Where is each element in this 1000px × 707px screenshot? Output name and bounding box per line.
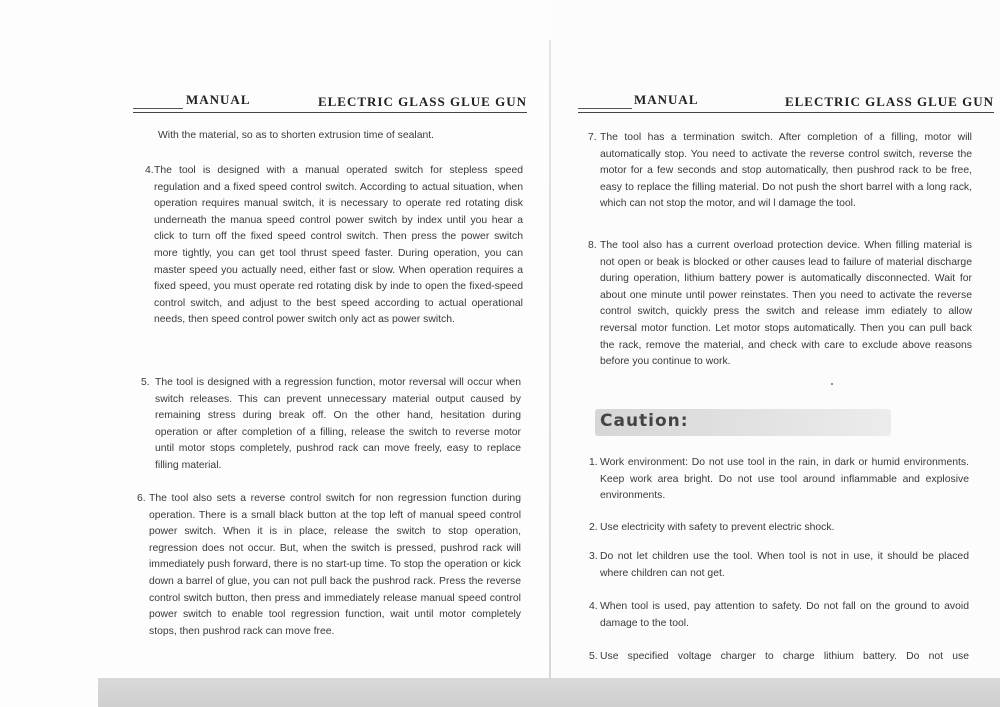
- item-number: 6.: [137, 493, 146, 504]
- item-text: The tool also sets a reverse control switch for non regression function during operation. There is a small black button at the top left of manual speed control power switch. When it is in place, release the switch to stop operation, regression does not occur. But, when the switch is pressed, pushrod rack will immediately push forward, there is no start-up time. To stop the operation or kick down a barrel of glue, you can not pull back the pushrod rack. Press the reverse control switch button, then press and immediately release manual speed control power switch to enable tool regression function, wait until motor completely stops, then pushrod rack can move free.: [149, 493, 521, 637]
- caution-item-5: [589, 649, 969, 666]
- item-text: Do not let children use the tool. When tool is not in use, it should be placed where children can not get.: [600, 551, 969, 579]
- header-rule-stub: [578, 108, 632, 109]
- caution-heading: Caution:: [600, 411, 689, 431]
- continuation-text: With the material, so as to shorten extrusion time of sealant.: [158, 130, 435, 141]
- caution-item-1: [589, 455, 969, 505]
- header-rule-stub: [133, 108, 183, 109]
- print-speck: [831, 383, 833, 385]
- header-manual-label: MANUAL: [634, 92, 699, 107]
- item-number: 1.: [589, 457, 598, 468]
- left-page-header: [133, 92, 527, 113]
- caution-item-3: [589, 549, 969, 582]
- item-text: Use electricity with safety to prevent electric shock.: [600, 522, 835, 533]
- manual-item-4: [145, 163, 523, 329]
- item-number: 2.: [589, 522, 598, 533]
- item-text: The tool is designed with a manual operated switch for stepless speed regulation and a fixed speed control switch. According to actual situation, when operation requires manual switch, it is necessary to operate red rotating disk underneath the manua speed control power switch by index until you hear a click to turn off the fixed speed control switch. Then press the power switch more tightly, you can get tool thrust speed faster. During operation, you can master speed you actually need, either fast or slow. When operation requires a fixed speed, you must operate red rotating disk by inde to open the fixed-speed control switch, and adjust to the best speed according to actual operational needs, then speed control power switch only act as power switch.: [154, 165, 523, 326]
- manual-item-8: [588, 238, 972, 371]
- manual-item-7: [588, 130, 972, 213]
- manual-item-5: [141, 375, 521, 475]
- item-number: 5.: [141, 377, 150, 388]
- item-text: The tool also has a current overload protection device. When filling material is not open or beak is blocked or other causes lead to failure of material discharge during operation, lithium battery power is automatically disconnected. Wait for about one minute until power reinstates. Then you need to activate the reverse control switch, quickly press the switch and release imm ediately to allow reversal motor function. Let motor stops automatically. Then you can pull back the rack, remove the material, and check with care to exclude above reasons before you continue to work.: [600, 240, 972, 368]
- right-page: [551, 0, 1000, 707]
- item-number: 4.: [145, 165, 154, 176]
- item-number: 3.: [589, 551, 598, 562]
- caution-banner: [595, 409, 891, 436]
- caution-item-2: [589, 520, 969, 537]
- item-text: Use specified voltage charger to charge lithium battery. Do not use: [600, 651, 969, 662]
- item-number: 5.: [589, 651, 598, 662]
- item-number: 8.: [588, 240, 597, 251]
- header-manual-label: MANUAL: [186, 92, 251, 107]
- manual-item-6: [137, 491, 521, 640]
- right-page-header: [578, 92, 994, 113]
- item-text: Work environment: Do not use tool in the rain, in dark or humid environments. Keep work area bright. Do not use tool around inflammable and explosive environments.: [600, 457, 969, 502]
- header-product-title: ELECTRIC GLASS GLUE GUN: [317, 94, 527, 109]
- header-product-title: ELECTRIC GLASS GLUE GUN: [784, 94, 994, 109]
- item-text: The tool has a termination switch. After completion of a filling, motor will automatically stop. You need to activate the reverse control switch, reverse the motor for a few seconds and stop automatically, then pushrod rack to be free, easy to replace the filling material. Do not push the short barrel with a long rack, which can not stop the motor, and wil l damage the tool.: [600, 132, 972, 210]
- item-number: 4.: [589, 601, 598, 612]
- item-text: When tool is used, pay attention to safety. Do not fall on the ground to avoid damage to the tool.: [600, 601, 969, 629]
- page-bottom-shadow: [98, 678, 1000, 707]
- continuation-paragraph: [158, 128, 528, 145]
- item-text: The tool is designed with a regression function, motor reversal will occur when switch releases. This can prevent unnecessary material output caused by remaining stress during break off. On the other hand, hesitation during operation or after completion of a filling, release the switch to reverse motor until motor stops completely, pushrod rack can move freely, easy to replace filling material.: [155, 377, 521, 471]
- caution-item-4: [589, 599, 969, 632]
- item-number: 7.: [588, 132, 597, 143]
